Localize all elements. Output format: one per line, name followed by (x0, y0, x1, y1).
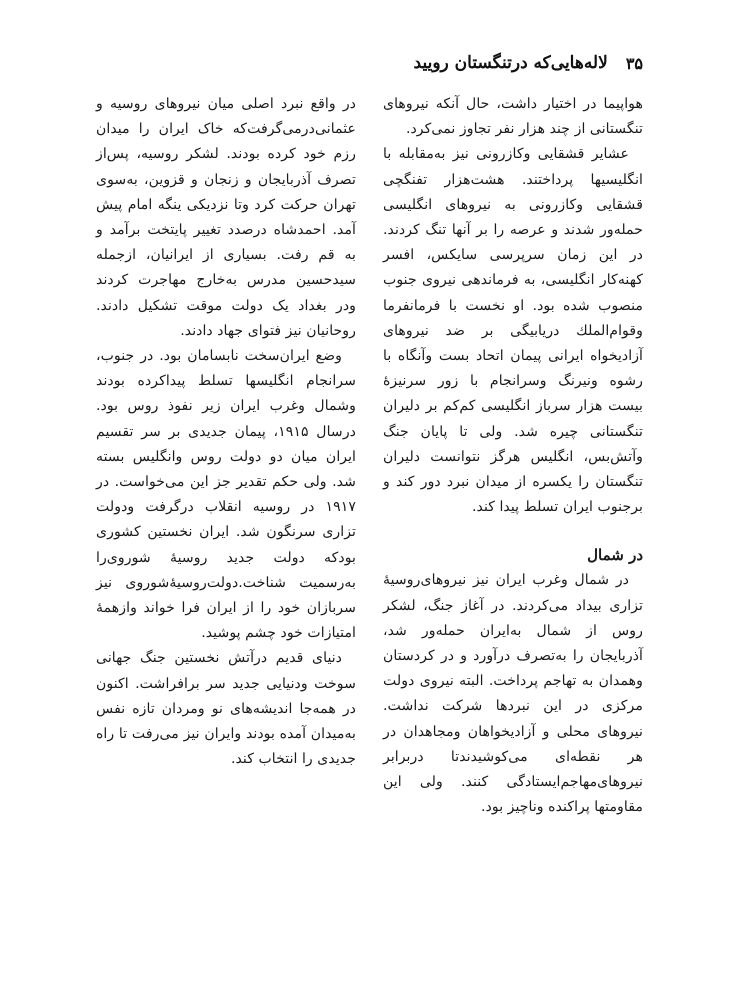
paragraph: در واقع نبرد اصلی میان نیروهای روسیه و عثمانی‌درمی‌گرفت‌که خاک ایران را میدان رزم خود کرده بودند. لشکر روسیه، پس‌از تصرف آذربایجان و زنجان و قزوین، به‌سوی تهران حرکت کرد وتا نزدیکی ینگه امام پیش آمد. احمدشاه درصدد تغییر پایتخت برآمد و به قم رفت. بسیاری از ایرانیان، ازجمله سیدحسین مدرس به‌خارج مهاجرت کردند ودر بغداد یک دولت موقت تشکیل دادند. روحانیان نیز فتوای جهاد دادند. (96, 96, 356, 339)
paragraph: هواپیما در اختیار داشت، حال آنکه نیروهای تنگستانی از چند هزار نفر تجاوز نمی‌کرد. (383, 96, 643, 138)
page-number: ۳۵ (625, 53, 643, 73)
paragraph: دنیای قدیم درآتش نخستین جنگ جهانی سوخت ودنیایی جدید سر برافراشت. اکنون در همه‌جا اندیشه‌های نو ومردان تازه نفس به‌میدان آمده بودند وایران نیز می‌رفت تا راه جدیدی را انتخاب کند. (96, 650, 356, 768)
right-column (383, 92, 643, 820)
section-heading: در شمال (587, 546, 643, 565)
page-header (60, 48, 643, 78)
paragraph: در شمال وغرب ایران نیز نیروهای‌روسیهٔ تزاری بیداد می‌کردند. در آغاز جنگ، لشکر روس از شمال به‌ایران حمله‌ور شد، آذربایجان را به‌تصرف درآورد و در کردستان وهمدان به تهاجم پرداخت. البته نیروی دولت مرکزی در این نبردها شرکت نداشت. نیروهای محلی و آزادیخواهان ومجاهدان در هر نقطه‌ای می‌کوشیدندتا دربرابر نیروهای‌مهاجم‌ایستادگی کنند. ولی این مقاومتها پراکنده وناچیز بود. (383, 572, 643, 816)
paragraph: وضع ایران‌سخت نابسامان بود. در جنوب، سرانجام انگلیسها تسلط پیداکرده بودند وشمال وغرب ایران زیر نفوذ روس بود. درسال ۱۹۱۵، پیمان جدیدی بر سر تقسیم ایران میان دو دولت روس وانگلیس بسته شد. ولی حکم تقدیر جز این می‌خواست. در ۱۹۱۷ در روسیه انقلاب درگرفت ودولت تزاری سرنگون شد. ایران نخستین کشوری بودکه دولت جدید روسیهٔ شوروی‌را به‌رسمیت شناخت.دولت‌روسیهٔ‌شوروی نیز سربازان خود را از ایران فرا خواند وازهمهٔ امتیازات خود چشم پوشید. (96, 348, 356, 642)
running-title: لاله‌هایی‌که درتنگستان رویید (413, 53, 608, 73)
left-column (96, 92, 356, 772)
paragraph: عشایر قشقایی وکازرونی نیز به‌مقابله با انگلیسیها پرداختند. هشت‌هزار تفنگچی قشقایی وکازرونی به نیروهای انگلیسی حمله‌ور شدند و عرصه را بر آنها تنگ کردند. در این زمان سرپرسی سایکس، افسر کهنه‌کار انگلیسی، به فرماندهی نیروی جنوب منصوب شده بود. او نخست با فرمانفرما وقوام‌الملك دریابیگی بر ضد نیروهای آزادیخواه ایرانی پیمان اتحاد بست وآنگاه با رشوه ونیرنگ وسرانجام با زور سرنیزهٔ بیست هزار سرباز انگلیسی کم‌کم بر دلیران تنگستانی چیره شد. ولی تا پایان جنگ وآتش‌بس، انگلیس هرگز نتوانست دلیران تنگستان را یکسره از میدان نبرد دور کند و برجنوب ایران تسلط پیدا کند. (383, 146, 643, 516)
